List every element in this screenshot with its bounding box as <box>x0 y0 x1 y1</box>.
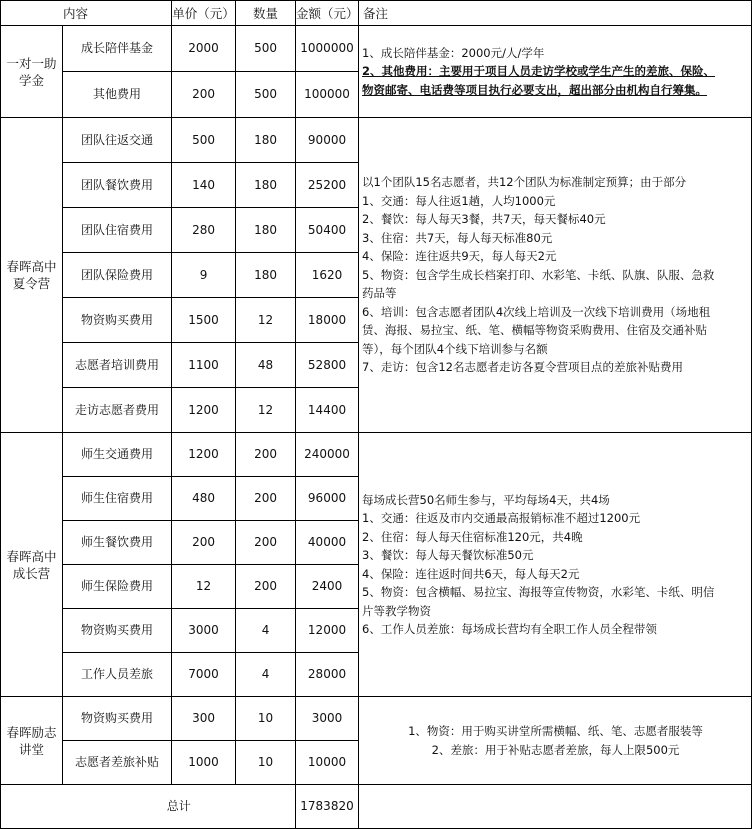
note-line: 赁、海报、易拉宝、纸、笔、横幅等物资采购费用、住宿及交通补贴 <box>362 323 708 338</box>
note-line: 每场成长营50名师生参与，平均每场4天，共4场 <box>362 492 610 507</box>
item-name: 工作人员差旅 <box>63 653 172 697</box>
item-name: 走访志愿者费用 <box>63 388 172 433</box>
total-label: 总计 <box>63 785 296 829</box>
item-name: 团队餐饮费用 <box>63 163 172 208</box>
header-row <box>1 1 752 26</box>
note-line: 以1个团队15名志愿者，共12个团队为标准制定预算；由于部分 <box>362 175 687 190</box>
item-name: 师生交通费用 <box>63 433 172 477</box>
item-name: 师生住宿费用 <box>63 477 172 521</box>
total-row <box>1 785 752 829</box>
amount: 10000 <box>296 741 359 785</box>
header-content: 内容 <box>1 1 172 26</box>
note-line: 2、差旅：用于补贴志愿者差旅，每人上限500元 <box>431 742 680 757</box>
unit-price: 12 <box>172 565 236 609</box>
quantity: 200 <box>236 521 296 565</box>
unit-price: 1000 <box>172 741 236 785</box>
header-quantity: 数量 <box>236 1 296 26</box>
quantity: 500 <box>236 26 296 72</box>
amount: 14400 <box>296 388 359 433</box>
table-row <box>1 697 752 741</box>
amount: 12000 <box>296 609 359 653</box>
unit-price: 200 <box>172 72 236 118</box>
unit-price: 300 <box>172 697 236 741</box>
table-row <box>1 433 752 477</box>
quantity: 200 <box>236 565 296 609</box>
quantity: 10 <box>236 697 296 741</box>
note-line: 2、其他费用：主要用于项目人员走访学校或学生产生的差旅、保险、 <box>362 64 716 79</box>
category-line: 春晖励志 <box>6 724 57 740</box>
unit-price: 1500 <box>172 298 236 343</box>
quantity: 180 <box>236 208 296 253</box>
category-line: 成长营 <box>12 565 51 581</box>
note-line: 1、交通：往返及市内交通最高报销标准不超过1200元 <box>362 511 641 525</box>
category-line: 讲堂 <box>18 741 44 757</box>
item-name: 物资购买费用 <box>63 609 172 653</box>
note-line: 6、培训：包含志愿者团队4次线上培训及一次线下培训费用（场地租 <box>362 304 711 319</box>
unit-price: 500 <box>172 118 236 163</box>
note-line: 3、住宿：共7天，每人每天标准80元 <box>362 230 553 245</box>
note-cell <box>359 433 752 697</box>
item-name: 团队住宿费用 <box>63 208 172 253</box>
total-amount: 1783820 <box>296 785 359 829</box>
total-note-blank <box>359 785 752 829</box>
note-line: 等），每个团队4个线下培训参与名额 <box>362 341 548 356</box>
category-line: 春晖高中 <box>6 548 57 564</box>
amount: 28000 <box>296 653 359 697</box>
category-cell <box>1 697 63 785</box>
note-line: 5、物资：包含横幅、易拉宝、海报等宣传物资，水彩笔、卡纸、明信 <box>362 585 715 599</box>
quantity: 48 <box>236 343 296 388</box>
unit-price: 1200 <box>172 433 236 477</box>
category-cell <box>1 26 63 118</box>
amount: 1620 <box>296 253 359 298</box>
item-name: 物资购买费用 <box>63 298 172 343</box>
unit-price: 280 <box>172 208 236 253</box>
header-note: 备注 <box>359 1 752 26</box>
quantity: 180 <box>236 118 296 163</box>
header-unit-price: 单价（元） <box>172 1 236 26</box>
note-line: 1、物资：用于购买讲堂所需横幅、纸、笔、志愿者服装等 <box>408 724 703 738</box>
item-name: 团队往返交通 <box>63 118 172 163</box>
note-line: 4、保险：连往返时间共6天，每人每天2元 <box>362 566 580 581</box>
quantity: 180 <box>236 253 296 298</box>
note-line: 片等教学物资 <box>362 603 432 618</box>
note-line: 2、餐饮：每人每天3餐，共7天，每天餐标40元 <box>362 212 606 227</box>
note-cell <box>359 697 752 785</box>
quantity: 500 <box>236 72 296 118</box>
amount: 100000 <box>296 72 359 118</box>
unit-price: 1100 <box>172 343 236 388</box>
quantity: 180 <box>236 163 296 208</box>
header-amount: 金额（元） <box>296 1 359 26</box>
amount: 96000 <box>296 477 359 521</box>
note-line: 6、工作人员差旅：每场成长营均有全职工作人员全程带领 <box>362 622 657 636</box>
unit-price: 140 <box>172 163 236 208</box>
category-line: 一对一助 <box>6 55 57 71</box>
note-line: 物资邮寄、电话费等项目执行必要支出，超出部分由机构自行筹集。 <box>362 82 708 97</box>
item-name: 志愿者差旅补贴 <box>63 741 172 785</box>
note-line: 4、保险：连往返共9天，每人每天2元 <box>362 249 557 264</box>
unit-price: 200 <box>172 521 236 565</box>
amount: 40000 <box>296 521 359 565</box>
amount: 2400 <box>296 565 359 609</box>
unit-price: 9 <box>172 253 236 298</box>
category-line: 夏令营 <box>12 276 51 291</box>
item-name: 师生餐饮费用 <box>63 521 172 565</box>
note-line: 1、交通：每人往返1趟，人均1000元 <box>362 193 556 208</box>
unit-price: 2000 <box>172 26 236 72</box>
quantity: 200 <box>236 477 296 521</box>
amount: 18000 <box>296 298 359 343</box>
note-line: 7、走访：包含12名志愿者走访各夏令营项目点的差旅补贴费用 <box>362 360 683 375</box>
unit-price: 7000 <box>172 653 236 697</box>
item-name: 志愿者培训费用 <box>63 343 172 388</box>
unit-price: 480 <box>172 477 236 521</box>
category-line: 春晖高中 <box>6 259 57 274</box>
amount: 240000 <box>296 433 359 477</box>
note-cell <box>359 26 752 118</box>
amount: 25200 <box>296 163 359 208</box>
amount: 90000 <box>296 118 359 163</box>
item-name: 其他费用 <box>63 72 172 118</box>
quantity: 4 <box>236 653 296 697</box>
table-row <box>1 118 752 163</box>
unit-price: 3000 <box>172 609 236 653</box>
quantity: 200 <box>236 433 296 477</box>
amount: 3000 <box>296 697 359 741</box>
amount: 52800 <box>296 343 359 388</box>
note-line: 3、餐饮：每人每天餐饮标准50元 <box>362 548 534 562</box>
category-line: 学金 <box>18 72 44 88</box>
item-name: 成长陪伴基金 <box>63 26 172 72</box>
quantity: 12 <box>236 388 296 433</box>
category-cell <box>1 433 63 697</box>
note-line: 2、住宿：每人每天住宿标准120元，共4晚 <box>362 529 583 544</box>
table-row <box>1 26 752 72</box>
quantity: 10 <box>236 741 296 785</box>
note-line: 药品等 <box>362 286 397 301</box>
total-blank <box>1 785 63 829</box>
quantity: 12 <box>236 298 296 343</box>
amount: 1000000 <box>296 26 359 72</box>
item-name: 团队保险费用 <box>63 253 172 298</box>
amount: 50400 <box>296 208 359 253</box>
category-cell <box>1 118 63 433</box>
note-line: 5、物资：包含学生成长档案打印、水彩笔、卡纸、队旗、队服、急救 <box>362 267 715 282</box>
item-name: 师生保险费用 <box>63 565 172 609</box>
unit-price: 1200 <box>172 388 236 433</box>
note-line: 1、成长陪伴基金：2000元/人/学年 <box>362 45 545 60</box>
item-name: 物资购买费用 <box>63 697 172 741</box>
note-cell <box>359 118 752 433</box>
quantity: 4 <box>236 609 296 653</box>
